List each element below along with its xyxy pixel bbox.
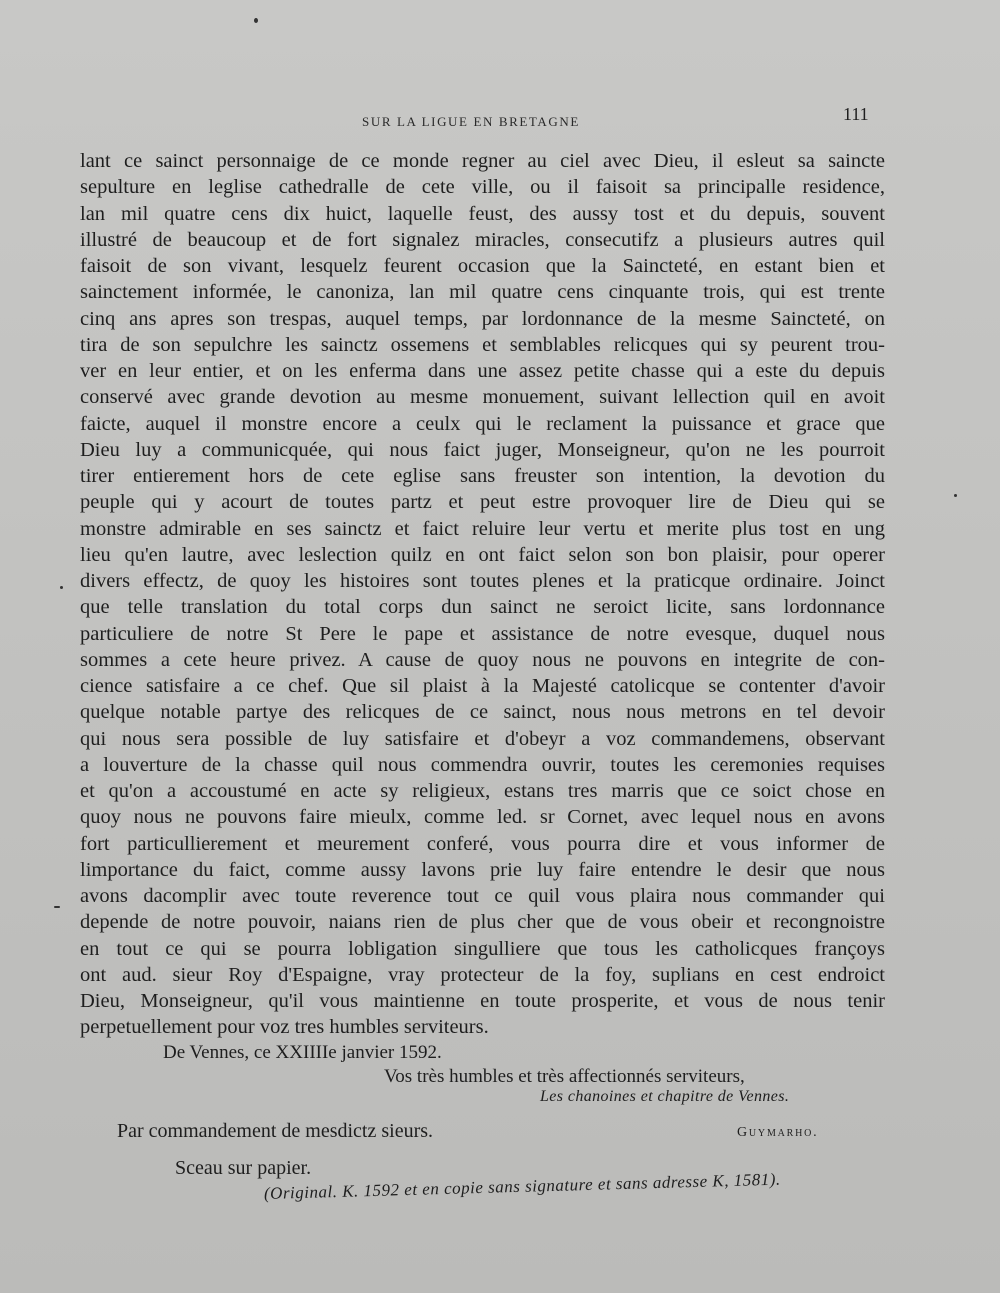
running-title: SUR LA LIGUE EN BRETAGNE: [362, 114, 580, 129]
page-number: 111: [843, 104, 869, 124]
secretary-signature: Guymarho.: [737, 1125, 819, 1140]
seal-note: Sceau sur papier.: [175, 1157, 312, 1179]
body-line: monstre admirable en ses sainctz et faict reluire leur vertu et merite plus tost en ung: [80, 517, 885, 540]
source-note: (Original. K. 1592 et en copie sans signature et sans adresse K, 1581).: [263, 1169, 781, 1203]
body-line: ver en leur entier, et on les enferma dans une assez petite chasse qui a este du depuis: [80, 360, 885, 382]
body-line: fort particullierement et meurement conferé, vous pourra dire et vous informer de: [80, 832, 885, 855]
body-line: sepulture en leglise cathedralle de cete ville, ou il faisoit sa principalle residence,: [80, 176, 885, 199]
body-line: Dieu luy a communicquée, qui nous faict juger, Monseigneur, qu'on ne les pourroit: [80, 438, 885, 461]
body-line: tira de son sepulchre les sainctz ossemens et semblables relicques qui sy peurent trou-: [80, 333, 885, 356]
signatories: Les chanoines et chapitre de Vennes.: [540, 1088, 790, 1105]
body-line: quelque notable partye des relicques de ce sainct, nous nous metrons en tel devoir: [80, 701, 885, 724]
body-line: conservé avec grande devotion au mesme monuement, suivant lellection quil en avoit: [80, 386, 885, 409]
body-line: faicte, auquel il monstre encore a ceulx qui le reclament la puissance et grace que: [80, 412, 885, 435]
body-line: cience satisfaire a ce chef. Que sil plaist à la Majesté catolicque se contenter d'avoir: [80, 675, 885, 697]
body-line: lant ce sainct personnaige de ce monde regner au ciel avec Dieu, il esleut sa saincte: [80, 150, 885, 172]
body-line: lieu qu'en lautre, avec leslection quilz en ont faict selon son bon plaisir, pour operer: [80, 543, 885, 566]
scan-speck: [254, 18, 258, 23]
body-line: sainctement informée, le canoniza, lan mil quatre cens cinquante trois, qui est trente: [80, 281, 885, 304]
body-line: tirer entierement hors de cete eglise sans freuster son intention, la devotion du: [80, 465, 885, 487]
scan-speck: [954, 494, 957, 497]
dateline: De Vennes, ce XXIIIIe janvier 1592.: [163, 1042, 442, 1063]
body-line: limportance du faict, comme aussy lavons prie luy faire entendre le desir que nous: [80, 858, 885, 881]
body-line: qui nous sera possible de luy satisfaire et d'obeyr a voz commandemens, observant: [80, 727, 885, 750]
body-line: particuliere de notre St Pere le pape et assistance de notre evesque, duquel nous: [80, 622, 885, 645]
command-line: Par commandement de mesdictz sieurs.: [117, 1120, 434, 1142]
body-line: depende de notre pouvoir, naians rien de plus cher que de vous obeir et recongnoistre: [80, 911, 885, 934]
body-line: faisoit de son vivant, lesquelz feurent occasion que la Saincteté, en estant bien et: [80, 255, 885, 277]
closing-salutation: Vos très humbles et très affectionnés serviteurs,: [384, 1066, 745, 1087]
body-line: ont aud. sieur Roy d'Espaigne, vray protecteur de la foy, suplians en cest endroict: [80, 963, 885, 986]
body-line: a louverture de la chasse quil nous commendra ouvrir, toutes les ceremonies requises: [80, 753, 885, 776]
body-line: Dieu, Monseigneur, qu'il vous maintienne en toute prosperite, et vous de nous tenir: [80, 990, 885, 1012]
body-line: cinq ans apres son trespas, auquel temps, par lordonnance de la mesme Saincteté, on: [80, 307, 885, 330]
body-line: en tout ce qui se pourra lobligation singulliere que tous les catholicques françoys: [80, 937, 885, 960]
body-line: illustré de beaucoup et de fort signalez miracles, consecutifz a plusieurs autres quil: [80, 228, 885, 251]
body-line: divers effectz, de quoy les histoires sont toutes plenes et la praticque ordinaire. Joinct: [80, 570, 885, 592]
body-line: peuple qui y acourt de toutes partz et peut estre provoquer lire de Dieu qui se: [80, 491, 885, 514]
body-line: perpetuellement pour voz tres humbles serviteurs.: [80, 1016, 489, 1039]
body-line: et qu'on a accoustumé en acte sy religieux, estans tres marris que ce soict chose en: [80, 780, 885, 802]
scan-speck: [54, 906, 60, 908]
body-line: avons dacomplir avec toute reverence tout ce quil vous plaira nous commander qui: [80, 885, 885, 907]
scan-speck: [60, 586, 63, 589]
body-line: sommes a cete heure privez. A cause de quoy nous ne pouvons en integrite de con-: [80, 648, 885, 671]
body-line: quoy nous ne pouvons faire mieulx, comme led. sr Cornet, avec lequel nous en avons: [80, 806, 885, 829]
body-line: que telle translation du total corps dun sainct ne seroict licite, sans lordonnance: [80, 596, 885, 619]
body-line: lan mil quatre cens dix huict, laquelle feust, des aussy tost et du depuis, souvent: [80, 202, 885, 225]
